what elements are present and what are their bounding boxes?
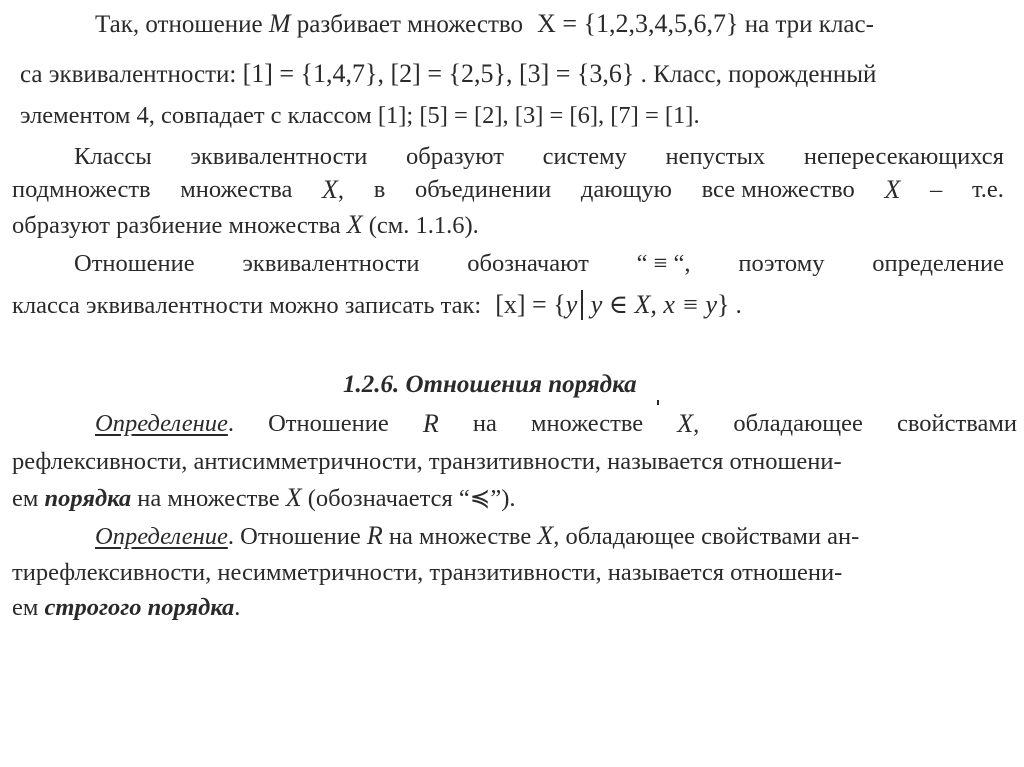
definition-line: ем строгого порядка. <box>12 594 241 621</box>
paragraph-line: Отношение эквивалентности обозначают “ ≡ “, поэтому определение <box>74 250 1004 277</box>
set-builder-bar <box>581 290 583 320</box>
definition-line: Определение. Отношение R на множестве X, обладающее свойствами ан- <box>95 521 860 550</box>
paragraph-line: са эквивалентности: [1] = {1,4,7}, [2] = {2,5}, [3] = {3,6} . Класс, порожденный <box>20 59 877 88</box>
paragraph-line: элементом 4, совпадает с классом [1]; [5] = [2], [3] = [6], [7] = [1]. <box>20 102 700 129</box>
section-heading: 1.2.6. Отношения порядка <box>343 371 637 398</box>
paragraph-line: Классы эквивалентности образуют систему непустых непересекающихся <box>74 143 1004 170</box>
definition-line: ем порядка на множестве X (обозначается “≼”). <box>12 483 516 512</box>
paragraph-line: подмножеств множества X, в объединении дающую все множество X – т.е. <box>12 175 1004 204</box>
paragraph-line: класса эквивалентности можно записать так: [x] = {y y ∈ X, x ≡ y} . <box>12 290 742 319</box>
paragraph-line: образуют разбиение множества X (см. 1.1.6). <box>12 210 479 239</box>
definition-line: рефлексивности, антисимметричности, транзитивности, называется отношени- <box>12 448 842 475</box>
definition-line: тирефлексивности, несимметричности, транзитивности, называется отношени- <box>12 559 843 586</box>
mark <box>657 400 659 405</box>
paragraph-line: Так, отношение M разбивает множество X = {1,2,3,4,5,6,7} на три клас- <box>95 9 874 38</box>
definition-line: Определение. Отношение R на множестве X, обладающее свойствами <box>95 409 1017 438</box>
